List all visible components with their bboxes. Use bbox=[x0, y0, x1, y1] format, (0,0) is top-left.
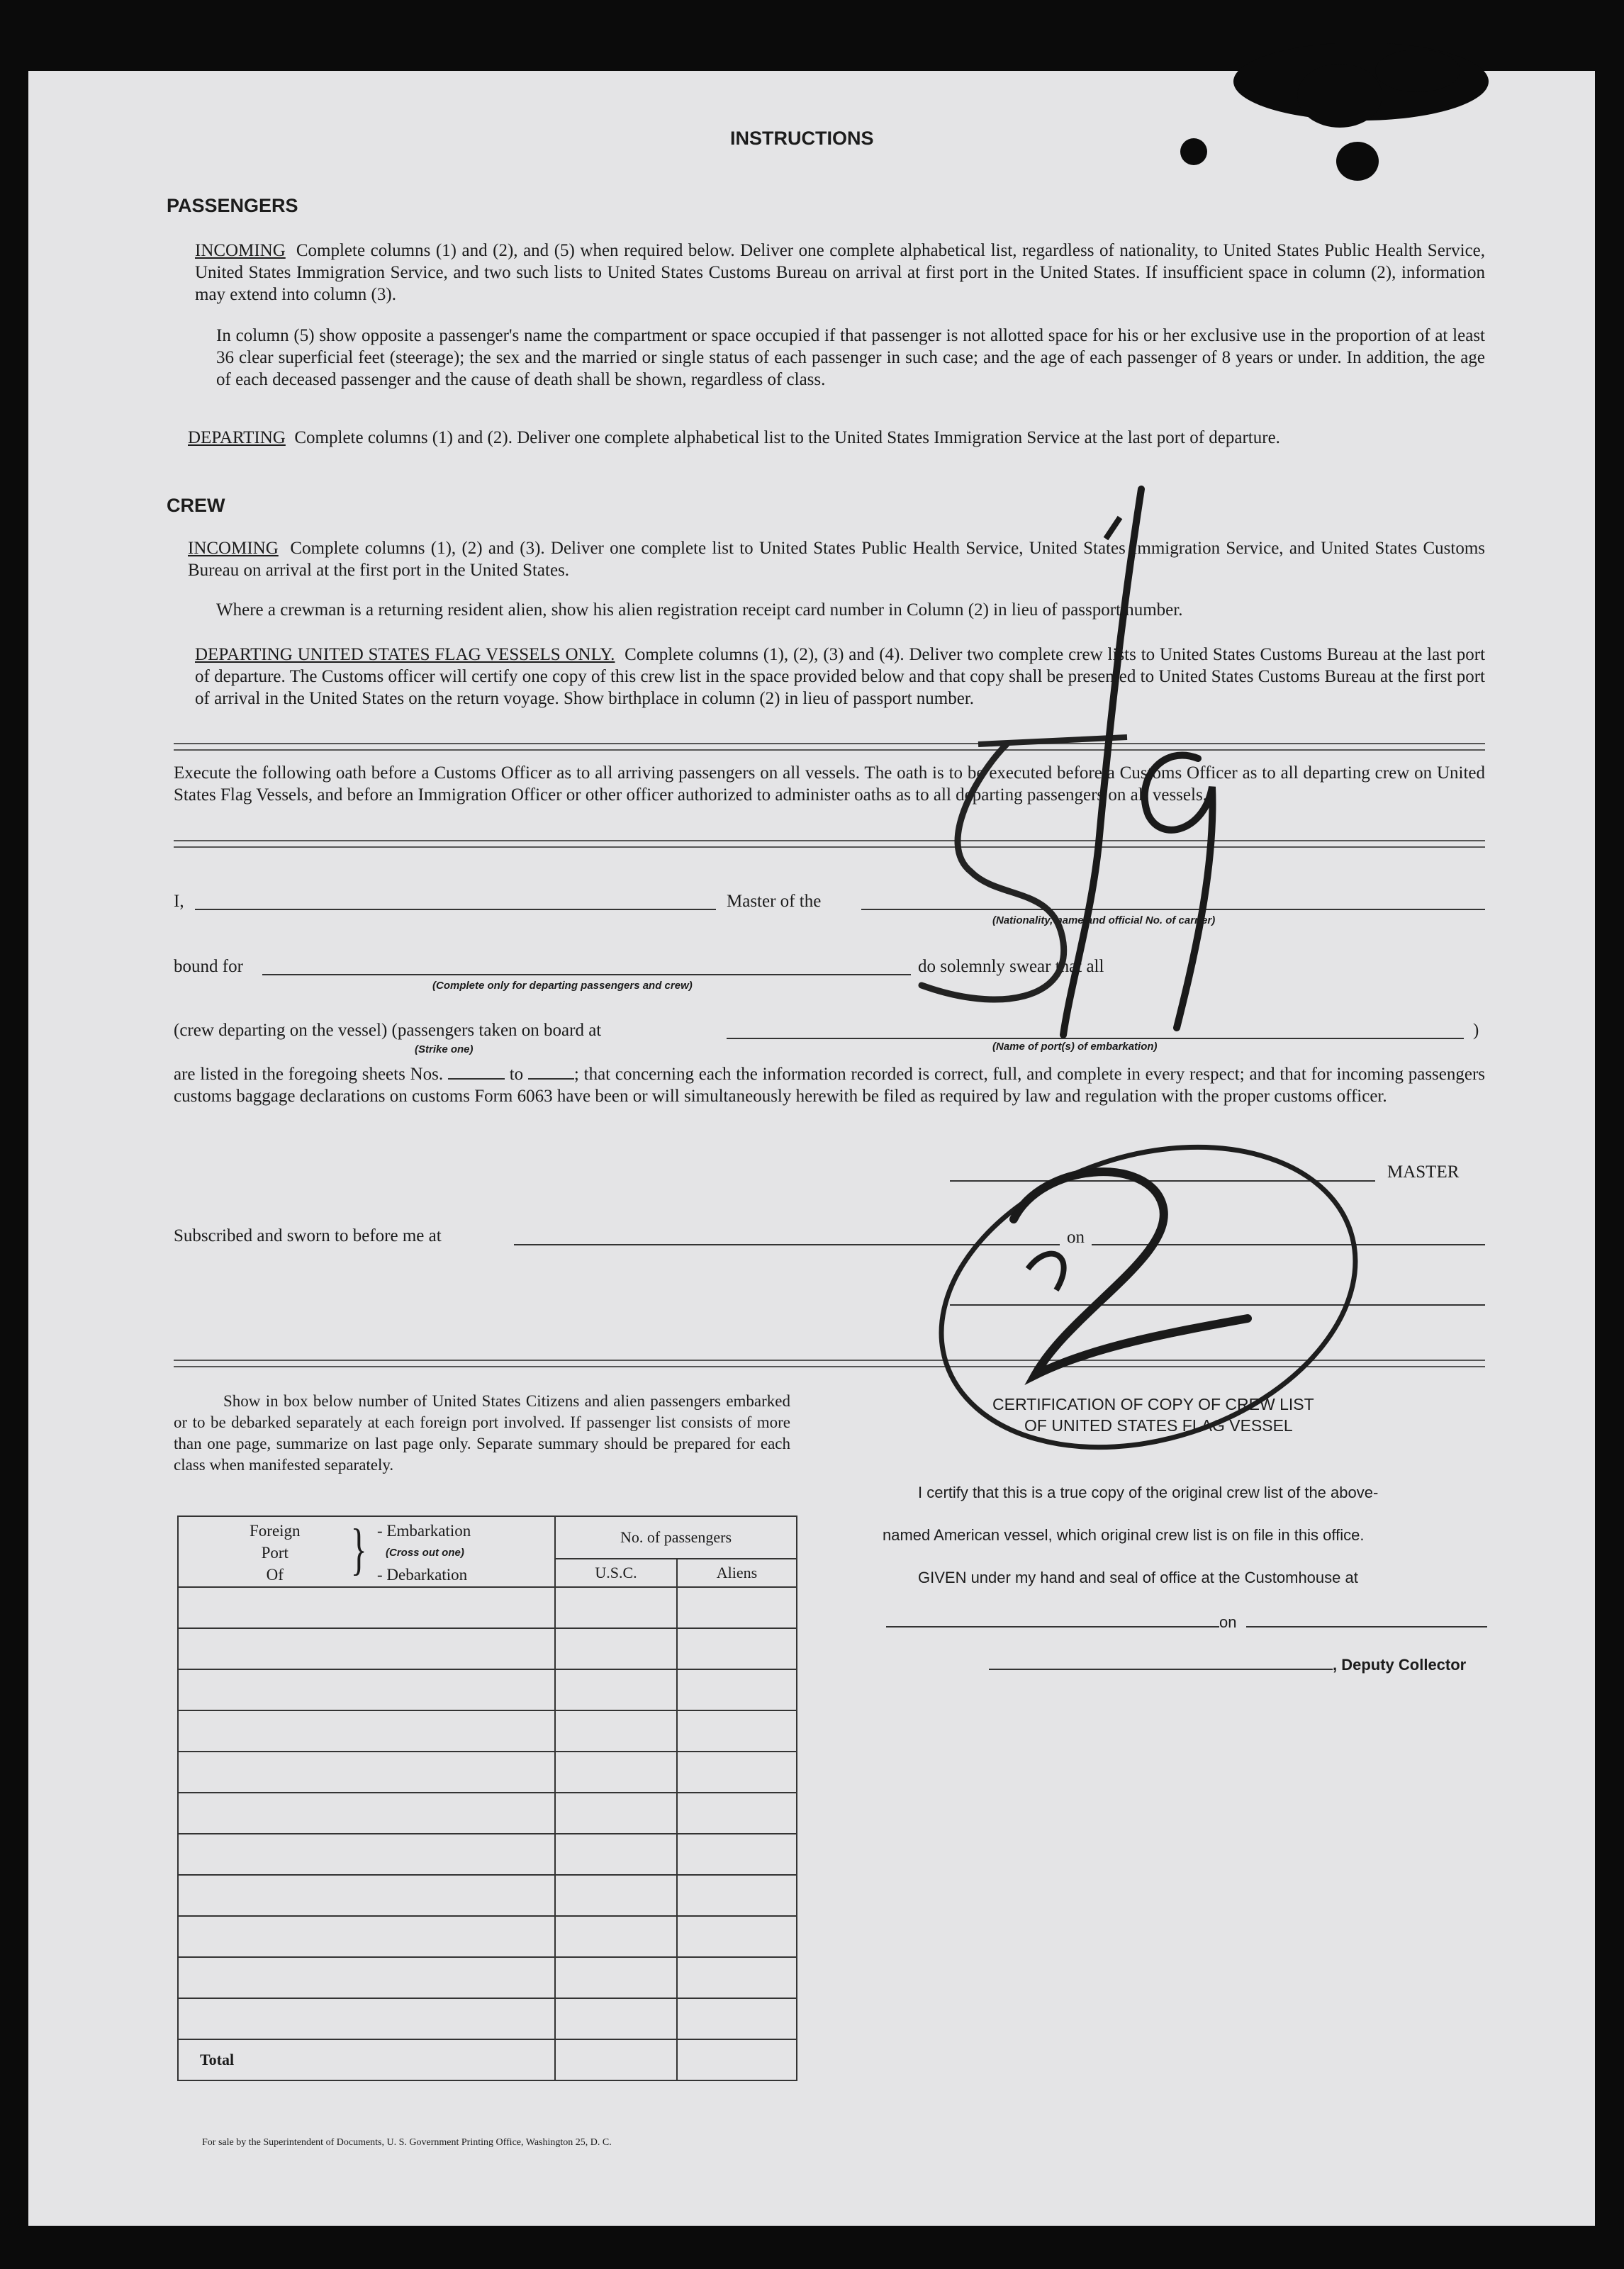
summary-port-cell[interactable] bbox=[178, 1916, 555, 1957]
listed-text-1: are listed in the foregoing sheets Nos. bbox=[174, 1065, 444, 1084]
form-page bbox=[28, 71, 1595, 2226]
table-row bbox=[178, 1793, 797, 1834]
certification-on-label: on bbox=[1219, 1613, 1237, 1631]
table-row bbox=[178, 1875, 797, 1916]
handwritten-circled-2 bbox=[914, 1077, 1368, 1489]
passengers-incoming-label: INCOMING bbox=[195, 241, 286, 260]
summary-port-cell[interactable] bbox=[178, 1669, 555, 1710]
sheet-from-field[interactable] bbox=[448, 1078, 505, 1080]
total-label: Total bbox=[178, 2039, 555, 2080]
passengers-heading: PASSENGERS bbox=[167, 195, 298, 216]
certification-line-1: I certify that this is a true copy of the original crew list of the above- bbox=[918, 1484, 1379, 1501]
summary-port-cell[interactable] bbox=[178, 1834, 555, 1875]
total-aliens-cell[interactable] bbox=[677, 2039, 797, 2080]
bound-for-label: bound for bbox=[174, 957, 243, 976]
certification-title-1: CERTIFICATION OF COPY OF CREW LIST bbox=[992, 1395, 1314, 1413]
master-name-field[interactable] bbox=[195, 909, 716, 910]
crew-departing bbox=[195, 644, 1485, 710]
summary-aliens-cell[interactable] bbox=[677, 1957, 797, 1998]
summary-usc-cell[interactable] bbox=[555, 1957, 677, 1998]
debarkation-label: - Debarkation bbox=[377, 1566, 468, 1584]
table-row bbox=[178, 1752, 797, 1793]
passengers-departing-text: Complete columns (1) and (2). Deliver one complete alphabetical list to the United States Immigration Service at the last port of departure. bbox=[294, 428, 1280, 447]
summary-aliens-cell[interactable] bbox=[677, 1628, 797, 1669]
cross-out-label: (Cross out one) bbox=[386, 1547, 464, 1559]
summary-port-cell[interactable] bbox=[178, 1628, 555, 1669]
summary-port-cell[interactable] bbox=[178, 1957, 555, 1998]
summary-usc-cell[interactable] bbox=[555, 1875, 677, 1916]
summary-aliens-cell[interactable] bbox=[677, 1916, 797, 1957]
crew-heading: CREW bbox=[167, 495, 225, 516]
header-port: Port bbox=[261, 1544, 289, 1562]
master-of-the-label: Master of the bbox=[727, 892, 822, 911]
deputy-collector-field[interactable] bbox=[989, 1669, 1333, 1670]
summary-port-cell[interactable] bbox=[178, 1710, 555, 1752]
summary-usc-cell[interactable] bbox=[555, 1587, 677, 1628]
header-of: Of bbox=[266, 1566, 284, 1584]
torn-corner bbox=[1375, 50, 1460, 92]
crew-incoming-text: Complete columns (1), (2) and (3). Deliver one complete list to United States Public Health Service, United States Immigration Service, and United States Customs Bureau on arrival at the first port in the United States. bbox=[188, 539, 1486, 580]
embarkation-label: - Embarkation bbox=[377, 1522, 471, 1540]
table-row bbox=[178, 1957, 797, 1998]
passengers-departing bbox=[188, 427, 1485, 449]
summary-usc-cell[interactable] bbox=[555, 1710, 677, 1752]
strike-one-caption: (Strike one) bbox=[415, 1043, 474, 1055]
summary-aliens-cell[interactable] bbox=[677, 1710, 797, 1752]
summary-aliens-cell[interactable] bbox=[677, 1587, 797, 1628]
torn-corner bbox=[1297, 64, 1382, 128]
no-passengers-header: No. of passengers bbox=[555, 1516, 797, 1559]
crew-departing-text: Complete columns (1), (2), (3) and (4). Deliver two complete crew lists to United States Customs Bureau at the last port of departure. The Customs officer will certify one copy of this crew list in the space provided below and that copy shall be presented to United States Customs Bureau at the first port of arrival in the United States on the return voyage. Show birthplace in column (2) in lieu of passport number. bbox=[195, 645, 1486, 708]
sworn-on-label: on bbox=[1067, 1228, 1085, 1247]
certification-title-2: OF UNITED STATES FLAG VESSEL bbox=[1024, 1416, 1293, 1435]
summary-aliens-cell[interactable] bbox=[677, 1669, 797, 1710]
summary-aliens-cell[interactable] bbox=[677, 1998, 797, 2039]
close-paren: ) bbox=[1473, 1021, 1479, 1040]
master-label: MASTER bbox=[1387, 1162, 1460, 1182]
oath-instruction: Execute the following oath before a Customs Officer as to all arriving passengers on all vessels. The oath is to be executed before a Customs Officer as to all departing crew on United States Flag Vessels, and before an Immigration Officer or other officer authorized to administer oaths as to all departing passengers on all vessels. bbox=[174, 763, 1485, 805]
passengers-departing-label: DEPARTING bbox=[188, 428, 286, 447]
summary-port-cell[interactable] bbox=[178, 1793, 555, 1834]
table-row bbox=[178, 1587, 797, 1628]
summary-aliens-cell[interactable] bbox=[677, 1875, 797, 1916]
listed-text-2: ; that concerning each the information recorded is correct, full, and complete in every respect; and that for incoming passengers customs baggage declarations on customs Form 6063 have been or will simultaneously herewith be filed as required by law and regulation with the proper customs officer. bbox=[174, 1065, 1486, 1106]
crew-incoming bbox=[188, 537, 1485, 581]
sheet-to-field[interactable] bbox=[528, 1078, 574, 1080]
handwritten-519 bbox=[893, 475, 1290, 1056]
table-row bbox=[178, 1998, 797, 2039]
summary-aliens-cell[interactable] bbox=[677, 1834, 797, 1875]
summary-port-cell[interactable] bbox=[178, 1998, 555, 2039]
crew-incoming-label: INCOMING bbox=[188, 539, 279, 558]
bound-for-field[interactable] bbox=[262, 974, 911, 975]
usc-header: U.S.C. bbox=[555, 1559, 677, 1587]
summary-usc-cell[interactable] bbox=[555, 1669, 677, 1710]
summary-port-cell[interactable] bbox=[178, 1587, 555, 1628]
summary-port-cell[interactable] bbox=[178, 1752, 555, 1793]
brace-icon: } bbox=[350, 1518, 367, 1581]
oath-i-label: I, bbox=[174, 892, 184, 911]
crew-departing-label: (crew departing on the vessel) (passengers taken on board at bbox=[174, 1021, 602, 1040]
summary-port-cell[interactable] bbox=[178, 1875, 555, 1916]
summary-usc-cell[interactable] bbox=[555, 1834, 677, 1875]
crew-departing-label: DEPARTING UNITED STATES FLAG VESSELS ONLY. bbox=[195, 645, 615, 664]
summary-usc-cell[interactable] bbox=[555, 1628, 677, 1669]
summary-usc-cell[interactable] bbox=[555, 1752, 677, 1793]
summary-aliens-cell[interactable] bbox=[677, 1752, 797, 1793]
table-row bbox=[178, 1710, 797, 1752]
passengers-column5: In column (5) show opposite a passenger's name the compartment or space occupied if that passenger is not allotted space for his or her exclusive use in the proportion of at least 36 clear superficial feet (steerage); the sex and the married or single status of each passenger in such case; and the age of each passenger of 8 years or under. In addition, the age of each deceased passenger and the cause of death shall be shown, regardless of class. bbox=[216, 326, 1485, 389]
summary-instruction: Show in box below number of United States Citizens and alien passengers embarked or to be debarked separately at each foreign port involved. If passenger list consists of more than one page, summarize on last page only. Separate summary should be prepared for each class when manifested separately. bbox=[174, 1392, 790, 1474]
ports-caption: (Name of port(s) of embarkation) bbox=[992, 1041, 1158, 1053]
listed-to: to bbox=[509, 1065, 524, 1084]
do-swear-label: do solemnly swear that all bbox=[918, 957, 1104, 976]
aliens-header: Aliens bbox=[677, 1559, 797, 1587]
passengers-incoming bbox=[195, 240, 1485, 306]
table-row bbox=[178, 1628, 797, 1669]
summary-usc-cell[interactable] bbox=[555, 1793, 677, 1834]
port-header-cell bbox=[178, 1516, 555, 1587]
gpo-footer: For sale by the Superintendent of Documents, U. S. Government Printing Office, Washington 25, D. C. bbox=[202, 2137, 612, 2148]
bound-caption: (Complete only for departing passengers and crew) bbox=[432, 980, 693, 992]
deputy-collector-label: , Deputy Collector bbox=[1333, 1656, 1467, 1674]
summary-usc-cell[interactable] bbox=[555, 1998, 677, 2039]
certification-date-field[interactable] bbox=[1246, 1626, 1487, 1627]
total-usc-cell[interactable] bbox=[555, 2039, 677, 2080]
table-row bbox=[178, 1669, 797, 1710]
crew-resident: Where a crewman is a returning resident alien, show his alien registration receipt card number in Column (2) in lieu of passport number. bbox=[216, 600, 1183, 620]
customhouse-field[interactable] bbox=[886, 1626, 1219, 1627]
page-title: INSTRUCTIONS bbox=[730, 128, 874, 149]
nationality-caption: (Nationality, name and official No. of carrier) bbox=[992, 914, 1216, 926]
header-foreign: Foreign bbox=[250, 1522, 301, 1540]
summary-usc-cell[interactable] bbox=[555, 1916, 677, 1957]
table-row bbox=[178, 1916, 797, 1957]
subscribed-label: Subscribed and sworn to before me at bbox=[174, 1226, 442, 1245]
punch-hole bbox=[1180, 138, 1207, 165]
punch-hole bbox=[1336, 142, 1379, 181]
certification-line-3: GIVEN under my hand and seal of office at the Customhouse at bbox=[918, 1569, 1358, 1586]
passengers-incoming-text: Complete columns (1) and (2), and (5) when required below. Deliver one complete alphabetical list, regardless of nationality, to United States Public Health Service, United States Immigration Service, and two such lists to United States Customs Bureau on arrival at first port in the United States. If insufficient space in column (2), information may extend into column (3). bbox=[195, 241, 1486, 304]
certification-line-2: named American vessel, which original crew list is on file in this office. bbox=[883, 1526, 1365, 1544]
passenger-summary-table bbox=[177, 1516, 797, 2081]
table-row bbox=[178, 1834, 797, 1875]
summary-aliens-cell[interactable] bbox=[677, 1793, 797, 1834]
